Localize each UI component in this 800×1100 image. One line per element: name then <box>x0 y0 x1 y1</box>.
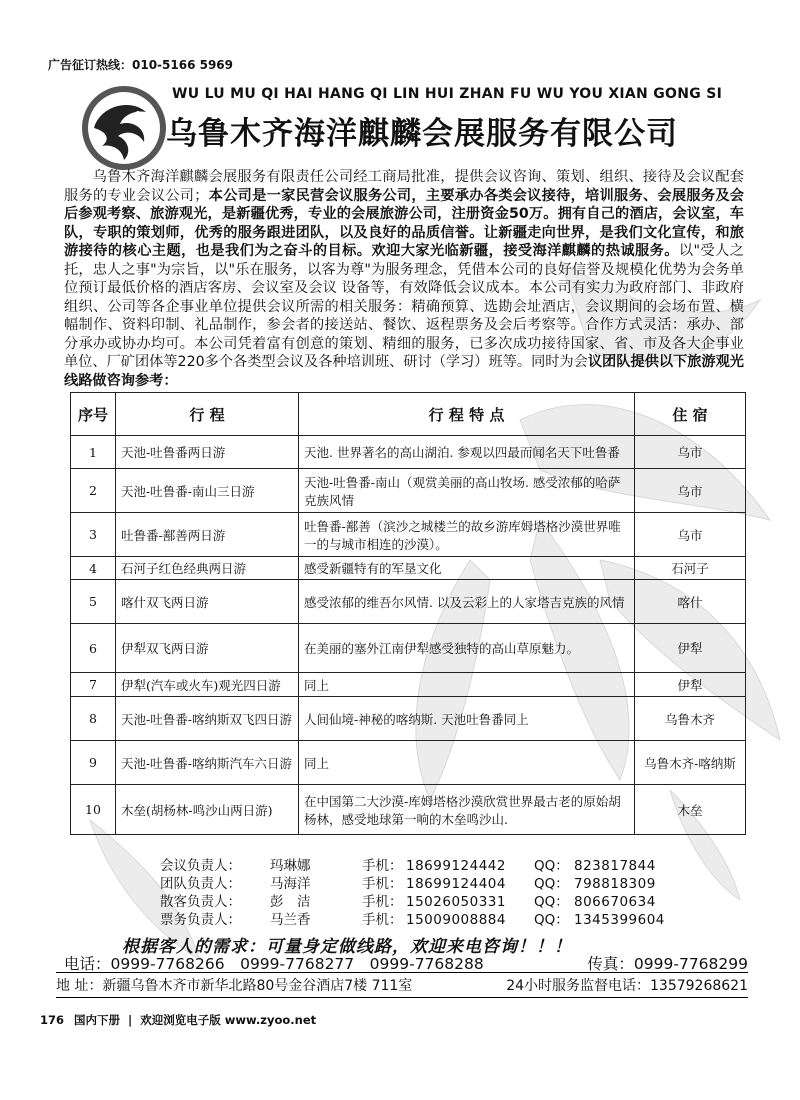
intro-text-1: 乌鲁木齐海洋麒麟会展服务有限责任公司经工商局批准，提供会议咨询、策划、组织、接待及会议配套服务的专业会议公司； <box>64 169 744 204</box>
row-stay: 乌市 <box>635 469 746 513</box>
row-route: 木垒(胡杨林-鸣沙山两日游) <box>116 785 299 835</box>
table-row <box>71 469 746 513</box>
row-number: 4 <box>71 557 116 580</box>
row-stay: 伊犁 <box>635 624 746 673</box>
row-number: 5 <box>71 580 116 624</box>
row-stay: 木垒 <box>635 785 746 835</box>
page-number: 176 <box>40 1013 65 1027</box>
service-hotline: 24小时服务监督电话：13579268621 <box>506 978 748 994</box>
table-row <box>71 580 746 624</box>
qq-label: QQ： <box>534 858 569 874</box>
row-route: 伊犁双飞两日游 <box>116 624 299 673</box>
row-route: 天池-吐鲁番-喀纳斯汽车六日游 <box>116 741 299 785</box>
row-stay: 伊犁 <box>635 673 746 697</box>
row-number: 2 <box>71 469 116 513</box>
custom-route-slogan: 根据客人的需求：可量身定做线路，欢迎来电咨询！！！ <box>122 937 572 957</box>
table-row <box>71 673 746 697</box>
intro-bold-1: 本公司是一家民营会议服务公司，主要承办各类会议接待，培训服务、会展服务及会后参观考察、旅游观光，是新疆优秀，专业的会展旅游公司，注册资金50万。拥有自己的酒店，会议室，车队，专职的策划师，优秀的服务跟进团队，以及良好的品质信誉。让新疆走向世界，是我们文化宣传，和旅游接待的核心主题，也是我们为之奋斗的目标。欢迎大家光临新疆，接受海洋麒麟的热诚服务。 <box>64 187 744 259</box>
table-row <box>71 557 746 580</box>
contact-mobile: 15009008884 <box>406 912 506 928</box>
intro-bold-2: 议团队提供以下旅游观光线路做咨询参考： <box>64 354 744 389</box>
table-row <box>71 697 746 741</box>
row-route: 天池-吐鲁番两日游 <box>116 436 299 469</box>
phone-line <box>64 952 748 974</box>
contact-name: 玛琳娜 <box>270 858 311 874</box>
intro-text-2: 以"受人之托，忠人之事"为宗旨，以"乐在服务，以客为尊"为服务理念，凭借本公司的良好信誉及规模化优势为会务单位预订最低价格的酒店客房、会议室及会议 设备等，有效降低会议成本。本公司有实力为政府部门、非政府组织、公司等各企事业单位提供会议所需的相关服务：精确预算、选勘会址酒店，会议期间的会场布置、横幅制作、资料印制、礼品制作，参会者的接送站、餐饮、返程票务及会后考察等。合作方式灵活：承办、部分承办或协办均可。本公司凭着富有创意的策划、精细的服务，已多次成功接待国家、省、市及各大企事业单位、厂矿团体等220多个各类型会议及各种培训班、研讨（学习）班等。同时为会 <box>64 243 744 370</box>
table-row <box>71 785 746 835</box>
footer-separator: | <box>128 1013 133 1027</box>
row-feature: 在美丽的塞外江南伊犁感受独特的高山草原魅力。 <box>299 624 635 673</box>
qq-label: QQ： <box>534 894 569 910</box>
dragon-logo-icon <box>80 84 168 172</box>
row-route: 伊犁(汽车或火车)观光四日游 <box>116 673 299 697</box>
contact-qq: 798818309 <box>574 876 656 892</box>
row-feature: 感受浓郁的维吾尔风情. 以及云彩上的人家塔吉克族的风情 <box>299 580 635 624</box>
company-pinyin: WU LU MU QI HAI HANG QI LIN HUI ZHAN FU WU YOU XIAN GONG SI <box>172 86 723 102</box>
row-feature: 人间仙境-神秘的喀纳斯. 天池吐鲁番同上 <box>299 697 635 741</box>
contact-name: 马兰香 <box>270 912 311 928</box>
col-header-route: 行 程 <box>116 393 299 436</box>
page-footer <box>40 1012 316 1028</box>
ad-hotline: 广告征订热线：010-5166 5969 <box>48 58 234 72</box>
row-number: 6 <box>71 624 116 673</box>
contact-row <box>160 857 665 875</box>
company-intro <box>64 168 744 390</box>
table-row <box>71 513 746 557</box>
address-line <box>56 972 748 998</box>
contact-row <box>160 893 665 911</box>
contact-role: 散客负责人： <box>160 894 241 910</box>
row-feature: 天池. 世界著名的高山湖泊. 参观以四最而闻名天下吐鲁番 <box>299 436 635 469</box>
row-number: 10 <box>71 785 116 835</box>
row-feature: 感受新疆特有的军垦文化 <box>299 557 635 580</box>
fax-number: 传真：0999-7768299 <box>587 955 748 973</box>
qq-label: QQ： <box>534 876 569 892</box>
table-row <box>71 741 746 785</box>
row-feature: 同上 <box>299 673 635 697</box>
row-number: 1 <box>71 436 116 469</box>
contact-mobile: 18699124404 <box>406 876 506 892</box>
row-feature: 同上 <box>299 741 635 785</box>
row-stay: 乌市 <box>635 513 746 557</box>
row-route: 吐鲁番-鄯善两日游 <box>116 513 299 557</box>
footer-section: 国内下册 <box>74 1013 121 1027</box>
mobile-label: 手机： <box>362 876 403 892</box>
table-row <box>71 436 746 469</box>
mobile-label: 手机： <box>362 858 403 874</box>
row-stay: 喀什 <box>635 580 746 624</box>
contact-list <box>160 857 665 929</box>
row-route: 天池-吐鲁番-喀纳斯双飞四日游 <box>116 697 299 741</box>
table-row <box>71 624 746 673</box>
row-stay: 石河子 <box>635 557 746 580</box>
contact-role: 票务负责人： <box>160 912 241 928</box>
footer-site: 欢迎浏览电子版 www.zyoo.net <box>140 1013 317 1027</box>
contact-qq: 806670634 <box>574 894 656 910</box>
contact-mobile: 15026050331 <box>406 894 506 910</box>
row-feature: 吐鲁番-鄯善（滨沙之城楼兰的故乡游库姆塔格沙漠世界唯一的与城市相连的沙漠）。 <box>299 513 635 557</box>
contact-row <box>160 875 665 893</box>
row-number: 9 <box>71 741 116 785</box>
row-stay: 乌市 <box>635 436 746 469</box>
contact-row <box>160 911 665 929</box>
contact-name: 彭 洁 <box>270 894 311 910</box>
address-text: 地 址：新疆乌鲁木齐市新华北路80号金谷酒店7楼 711室 <box>56 978 413 994</box>
row-feature: 在中国第二大沙漠-库姆塔格沙漠欣赏世界最古老的原始胡杨林，感受地球第一响的木垒鸣沙山. <box>299 785 635 835</box>
row-route: 喀什双飞两日游 <box>116 580 299 624</box>
table-header-row <box>71 393 746 436</box>
contact-name: 马海洋 <box>270 876 311 892</box>
row-stay: 乌鲁木齐 <box>635 697 746 741</box>
row-feature: 天池-吐鲁番-南山（观赏美丽的高山牧场. 感受浓郁的哈萨克族风情 <box>299 469 635 513</box>
row-stay: 乌鲁木齐-喀纳斯 <box>635 741 746 785</box>
col-header-feature: 行 程 特 点 <box>299 393 635 436</box>
tour-routes-table <box>70 392 746 835</box>
contact-qq: 823817844 <box>574 858 656 874</box>
row-number: 7 <box>71 673 116 697</box>
row-number: 3 <box>71 513 116 557</box>
col-header-number: 序号 <box>71 393 116 436</box>
row-number: 8 <box>71 697 116 741</box>
col-header-stay: 住 宿 <box>635 393 746 436</box>
contact-role: 团队负责人： <box>160 876 241 892</box>
mobile-label: 手机： <box>362 912 403 928</box>
qq-label: QQ： <box>534 912 569 928</box>
phone-label: 电话： <box>64 955 111 973</box>
contact-mobile: 18699124442 <box>406 858 506 874</box>
contact-qq: 1345399604 <box>574 912 665 928</box>
row-route: 天池-吐鲁番-南山三日游 <box>116 469 299 513</box>
phone-list: 0999-7768266 0999-7768277 0999-7768288 <box>110 955 484 973</box>
row-route: 石河子红色经典两日游 <box>116 557 299 580</box>
contact-role: 会议负责人： <box>160 858 241 874</box>
mobile-label: 手机： <box>362 894 403 910</box>
company-name: 乌鲁木齐海洋麒麟会展服务有限公司 <box>166 116 678 152</box>
phone-numbers <box>64 952 484 974</box>
